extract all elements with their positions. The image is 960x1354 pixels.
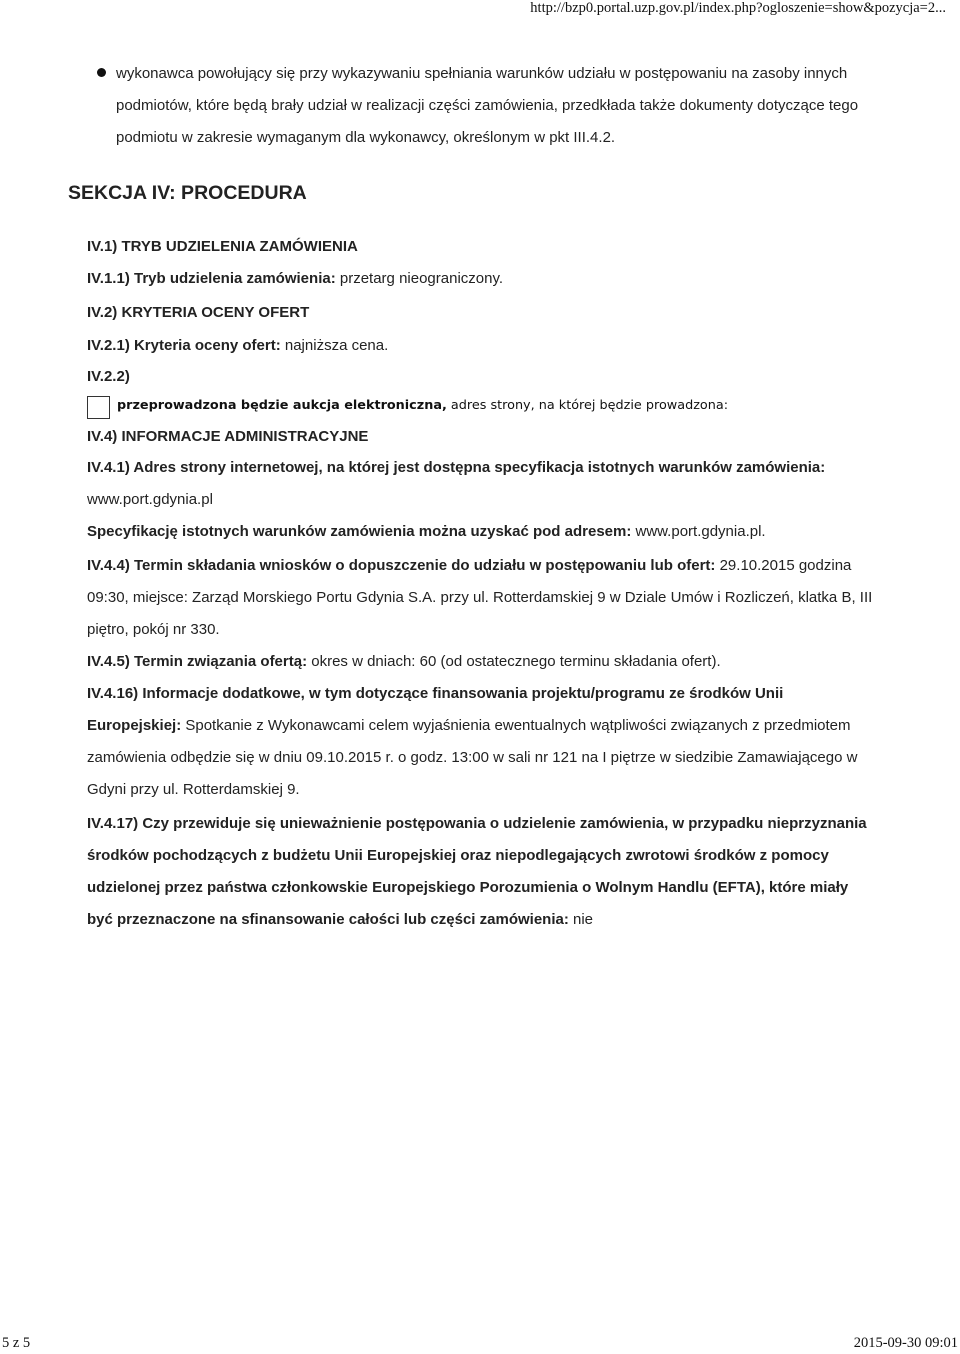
iv4-5-label: IV.4.5) Termin związania ofertą: xyxy=(87,653,308,670)
iv4-4-value: 29.10.2015 godzina 09:30, miejsce: Zarząd Morskiego Portu Gdynia S.A. przy ul. Rotterdamskiej 9 w Dziale Umów i Rozliczeń, klatka B, III piętro, pokój nr 330. xyxy=(87,557,873,638)
iv4-heading: IV.4) INFORMACJE ADMINISTRACYJNE xyxy=(87,428,369,445)
iv4-1b-line xyxy=(87,523,887,540)
auction-label: przeprowadzona będzie aukcja elektroniczna, xyxy=(117,398,447,413)
iv4-17-para xyxy=(87,808,877,936)
iv1-1-value: przetarg nieograniczony. xyxy=(335,270,504,287)
iv4-5-value: okres w dniach: 60 (od ostatecznego terminu składania ofert). xyxy=(307,653,721,670)
iv4-16-value: Spotkanie z Wykonawcami celem wyjaśnienia ewentualnych wątpliwości związanych z przedmiotem zamówienia odbędzie się w dniu 09.10.2015 r. o godz. 13:00 w sali nr 121 na I piętrze w siedzibie Zamawiającego w Gdyni przy ul. Rotterdamskiej 9. xyxy=(87,717,858,798)
iv1-1-line xyxy=(87,270,887,287)
iv2-1-label: IV.2.1) Kryteria oceny ofert: xyxy=(87,337,281,354)
iv4-1b-value: www.port.gdynia.pl. xyxy=(631,523,766,540)
iv4-5-para xyxy=(87,646,877,678)
iv4-16-para xyxy=(87,678,877,806)
print-timestamp: 2015-09-30 09:01 xyxy=(853,1335,958,1351)
iv4-4-para xyxy=(87,550,877,646)
page-number: 5 z 5 xyxy=(2,1335,31,1351)
bullet-icon xyxy=(97,68,106,77)
iv4-17-label: IV.4.17) Czy przewiduje się unieważnienie postępowania o udzielenie zamówienia, w przypadku nieprzyznania środków pochodzących z budżetu Unii Europejskiej oraz niepodlegających zwrotowi środków z pomocy udzielonej przez państwa członkowskie Europejskiego Porozumienia o Wolnym Handlu (EFTA), które miały być przeznaczone na sfinansowanie całości lub części zamówienia: xyxy=(87,815,867,928)
iv2-1-line xyxy=(87,337,887,354)
intro-bullet-text: wykonawca powołujący się przy wykazywaniu spełniania warunków udziału w postępowaniu na zasoby innych podmiotów, które będą brały udział w realizacji części zamówienia, przedkłada także dokumenty dotyczące tego podmiotu w zakresie wymaganym dla wykonawcy, określonym w pkt III.4.2. xyxy=(116,65,859,146)
iv4-1-label: IV.4.1) Adres strony internetowej, na której jest dostępna specyfikacja istotnych warunków zamówienia: xyxy=(87,459,826,476)
iv4-1b-label: Specyfikację istotnych warunków zamówienia można uzyskać pod adresem: xyxy=(87,523,632,540)
auction-rest: adres strony, na której będzie prowadzona: xyxy=(446,398,729,413)
section-title: SEKCJA IV: PROCEDURA xyxy=(68,182,307,204)
iv2-2-heading: IV.2.2) xyxy=(87,368,130,385)
iv4-4-label: IV.4.4) Termin składania wniosków o dopuszczenie do udziału w postępowaniu lub ofert: xyxy=(87,557,716,574)
iv4-17-value: nie xyxy=(568,911,594,928)
iv2-heading: IV.2) KRYTERIA OCENY OFERT xyxy=(87,304,310,321)
iv4-1-value: www.port.gdynia.pl xyxy=(87,491,213,508)
auction-line xyxy=(117,398,728,413)
auction-checkbox[interactable] xyxy=(87,396,110,419)
page-url: http://bzp0.portal.uzp.gov.pl/index.php?ogloszenie=show&pozycja=2... xyxy=(530,0,946,16)
iv1-1-label: IV.1.1) Tryb udzielenia zamówienia: xyxy=(87,270,336,287)
iv1-heading: IV.1) TRYB UDZIELENIA ZAMÓWIENIA xyxy=(87,238,358,255)
iv4-16-label: IV.4.16) Informacje dodatkowe, w tym dotyczące finansowania projektu/programu ze środków Unii Europejskiej: xyxy=(87,685,784,734)
iv2-1-value: najniższa cena. xyxy=(280,337,389,354)
